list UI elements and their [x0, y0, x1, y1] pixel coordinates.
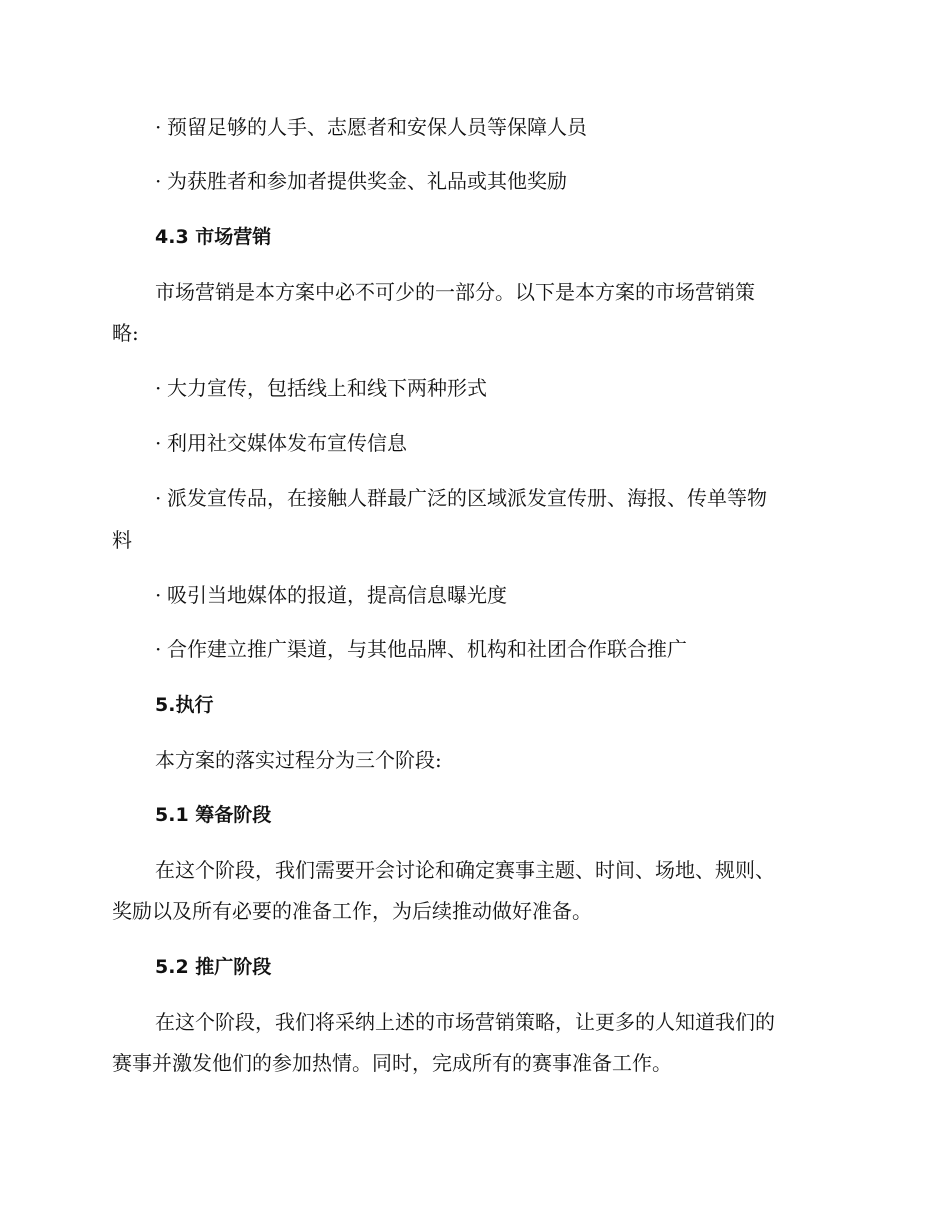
paragraph-line: 本方案的落实过程分为三个阶段:	[155, 748, 442, 772]
paragraph-line: 赛事并激发他们的参加热情。同时，完成所有的赛事准备工作。	[112, 1051, 672, 1075]
bullet-text: 利用社交媒体发布宣传信息	[167, 431, 407, 455]
bullet-text: 吸引当地媒体的报道，提高信息曝光度	[167, 583, 507, 607]
bullet-mark: ·	[155, 376, 162, 400]
bullet-item	[155, 629, 875, 669]
section-heading-4-3: 4.3 市场营销	[155, 226, 272, 248]
section-heading-5-1: 5.1 筹备阶段	[155, 804, 272, 826]
paragraph-line: 略:	[112, 321, 139, 345]
bullet-item	[155, 368, 875, 408]
bullet-item	[155, 107, 875, 147]
section-heading-5: 5.执行	[155, 694, 214, 716]
paragraph-line: 奖励以及所有必要的准备工作，为后续推动做好准备。	[112, 899, 592, 923]
bullet-mark: ·	[155, 115, 162, 139]
bullet-mark: ·	[155, 486, 162, 510]
bullet-text: 派发宣传品，在接触人群最广泛的区域派发宣传册、海报、传单等物	[167, 486, 767, 510]
bullet-mark: ·	[155, 169, 162, 193]
bullet-item	[155, 161, 875, 201]
bullet-text: 合作建立推广渠道，与其他品牌、机构和社团合作联合推广	[167, 637, 687, 661]
bullet-text: 为获胜者和参加者提供奖金、礼品或其他奖励	[167, 169, 567, 193]
paragraph-line: 在这个阶段，我们将采纳上述的市场营销策略，让更多的人知道我们的	[155, 1010, 775, 1034]
bullet-item	[155, 575, 875, 615]
bullet-text: 预留足够的人手、志愿者和安保人员等保障人员	[167, 115, 587, 139]
paragraph-line: 市场营销是本方案中必不可少的一部分。以下是本方案的市场营销策	[155, 280, 755, 304]
bullet-item	[155, 423, 875, 463]
bullet-mark: ·	[155, 431, 162, 455]
paragraph-line: 在这个阶段，我们需要开会讨论和确定赛事主题、时间、场地、规则、	[155, 858, 775, 882]
bullet-mark: ·	[155, 637, 162, 661]
bullet-text: 大力宣传，包括线上和线下两种形式	[167, 376, 487, 400]
bullet-item	[155, 478, 875, 518]
bullet-mark: ·	[155, 583, 162, 607]
section-heading-5-2: 5.2 推广阶段	[155, 956, 272, 978]
bullet-continuation: 料	[112, 528, 132, 552]
